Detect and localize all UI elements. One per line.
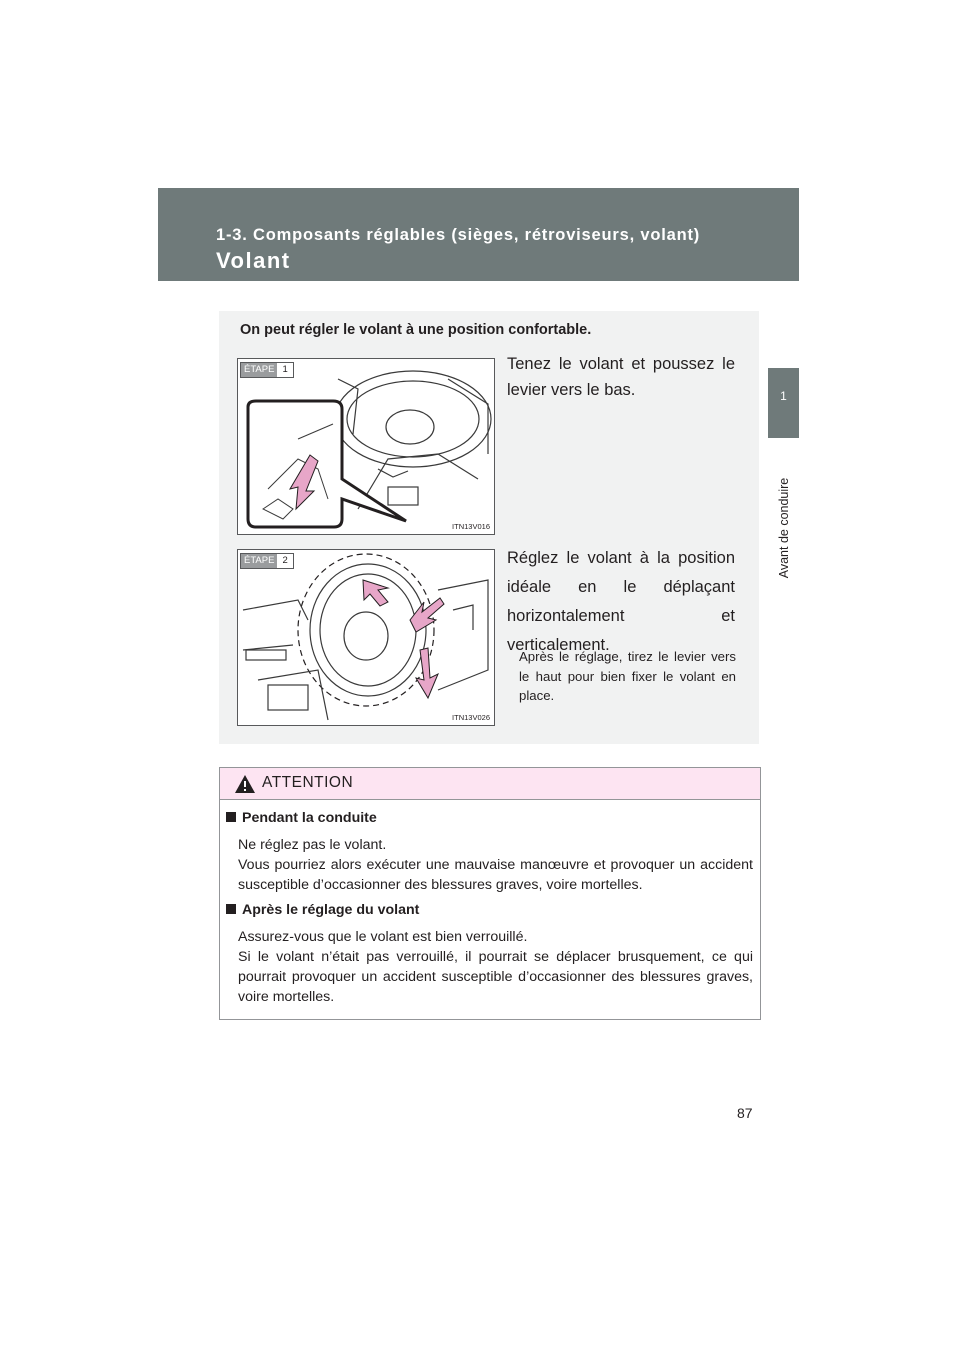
warning-line: Assurez-vous que le volant est bien verrouillé. — [238, 929, 528, 945]
intro-text: On peut régler le volant à une position confortable. — [240, 322, 592, 338]
chapter-tab — [768, 368, 799, 438]
telescopic-arrow — [410, 598, 444, 632]
step-1-figure — [237, 358, 495, 535]
zoom-callout — [248, 401, 406, 527]
warning-heading-1: Pendant la conduite — [226, 810, 377, 826]
steering-lever-illustration — [238, 359, 494, 534]
warning-title: ATTENTION — [262, 774, 354, 791]
figure-code: ITN13V016 — [452, 522, 490, 531]
section-title: 1-3. Composants réglables (sièges, rétroviseurs, volant) — [216, 226, 701, 244]
vertical-arrow — [416, 648, 438, 698]
steering-adjust-illustration — [238, 550, 494, 725]
step-1-badge: ÉTAPE 1 — [240, 362, 294, 378]
instruction-panel — [219, 311, 759, 744]
page-number: 87 — [737, 1105, 753, 1121]
warning-header — [220, 768, 760, 800]
warning-line: Si le volant n’était pas verrouillé, il pourrait se déplacer brusquement, ce qui pourrait provoquer un accident susceptible d’occasionner des blessures graves, voire mortelles. — [238, 949, 753, 1005]
page-title: Volant — [216, 248, 291, 273]
tilt-arrow — [363, 580, 388, 606]
warning-icon — [234, 774, 256, 794]
warning-box — [219, 767, 761, 1020]
warning-heading-2: Après le réglage du volant — [226, 902, 419, 918]
chapter-label — [768, 438, 799, 618]
chapter-label-text: Avant de conduire — [776, 477, 791, 579]
warning-line: Vous pourriez alors exécuter une mauvaise manœuvre et provoquer un accident susceptible d’occasionner des blessures graves, voire mortelles. — [238, 857, 753, 893]
step-2-badge: ÉTAPE 2 — [240, 553, 294, 569]
section-header — [158, 188, 799, 281]
step-2-figure — [237, 549, 495, 726]
step-2-note: Après le réglage, tirez le levier vers le haut pour bien fixer le volant en place. — [519, 649, 736, 703]
figure-code: ITN13V026 — [452, 713, 490, 722]
chapter-number: 1 — [780, 389, 787, 403]
step-1-text: Tenez le volant et poussez le levier vers le bas. — [507, 355, 735, 399]
step-2-text: Réglez le volant à la position idéale en le déplaçant horizontalement et verticalement. — [507, 549, 735, 654]
warning-line: Ne réglez pas le volant. — [238, 837, 387, 853]
